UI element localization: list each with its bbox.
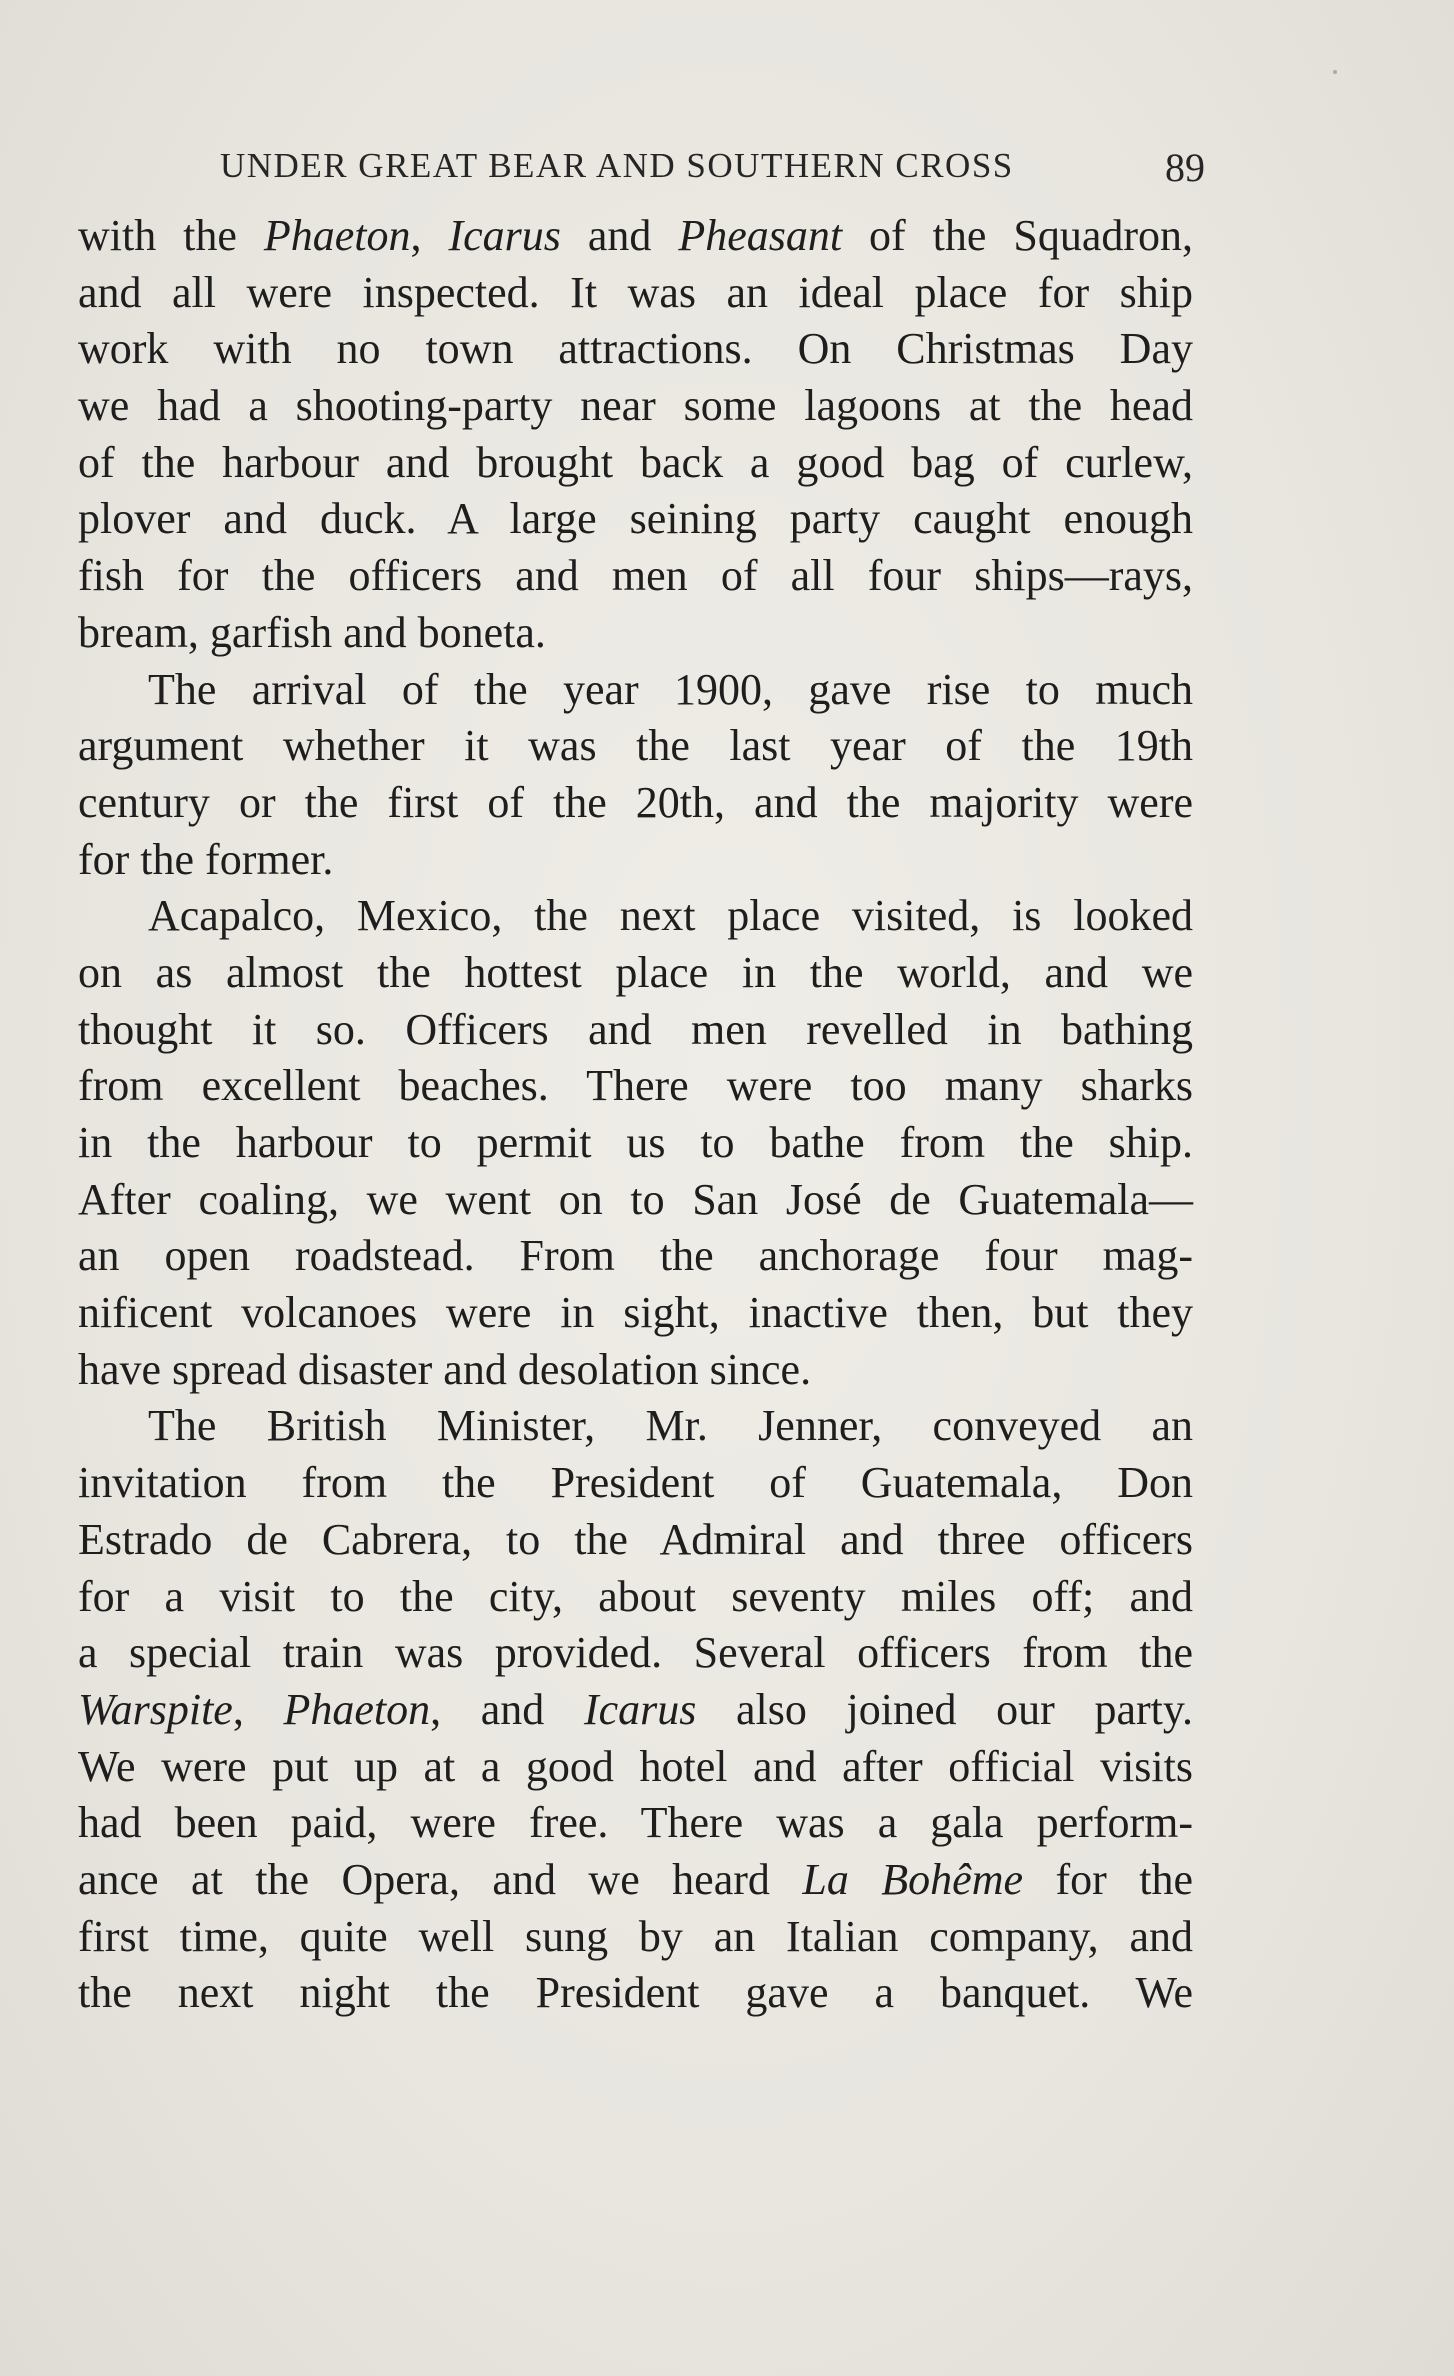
text-line: century or the first of the 20th, and the majority were [78,777,1193,827]
text-line: The British Minister, Mr. Jenner, conveyed an [148,1401,1193,1451]
text-line: thought it so. Officers and men revelled in bathing [78,1004,1193,1054]
text-line: on as almost the hottest place in the world, and we [78,947,1193,997]
text-line: work with no town attractions. On Christmas Day [78,324,1193,374]
paper-speck [1333,70,1337,74]
text-line: had been paid, were free. There was a gala perform- [78,1798,1193,1848]
text-line: argument whether it was the last year of the 19th [78,721,1193,771]
text-line: in the harbour to permit us to bathe from the ship. [78,1118,1193,1167]
body-text [78,208,1193,2022]
text-line: the next night the President gave a banquet. We [78,1968,1193,2018]
text-line: bream, garfish and boneta. [78,607,546,657]
paragraph [78,1398,1193,2022]
text-line: of the harbour and brought back a good bag of curlew, [78,437,1193,487]
text-line: plover and duck. A large seining party caught enough [78,494,1193,544]
paragraph [78,208,1193,662]
text-line: Estrado de Cabrera, to the Admiral and three officers [78,1514,1193,1564]
paragraph [78,888,1193,1398]
text-line: for the former. [78,834,334,884]
text-line: Acapalco, Mexico, the next place visited, is looked [148,891,1193,941]
text-line: with the Phaeton, Icarus and Pheasant of the Squadron, [78,211,1194,260]
text-line: a special train was provided. Several officers from the [78,1628,1193,1678]
text-line: ance at the Opera, and we heard La Bohême for the [78,1854,1193,1904]
text-line: and all were inspected. It was an ideal place for ship [78,267,1193,317]
text-line: nificent volcanoes were in sight, inactive then, but they [78,1288,1193,1338]
text-line: we had a shooting-party near some lagoons at the head [78,381,1193,431]
text-line: invitation from the President of Guatemala, Don [78,1458,1193,1508]
running-head [220,146,1205,196]
paragraph [78,662,1193,889]
text-line: an open roadstead. From the anchorage four mag- [78,1231,1193,1281]
text-line: have spread disaster and desolation since. [78,1344,812,1394]
text-line: fish for the officers and men of all four ships—rays, [78,551,1193,601]
text-line: The arrival of the year 1900, gave rise to much [148,664,1193,714]
text-line: We were put up at a good hotel and after official visits [78,1741,1193,1791]
text-line: from excellent beaches. There were too many sharks [78,1061,1193,1111]
text-line: After coaling, we went on to San José de Guatemala— [78,1174,1193,1224]
running-title: UNDER GREAT BEAR AND SOUTHERN CROSS [220,146,1014,185]
text-line: first time, quite well sung by an Italian company, and [78,1911,1193,1961]
text-line: for a visit to the city, about seventy miles off; and [78,1571,1193,1621]
text-line: Warspite, Phaeton, and Icarus also joined our party. [78,1684,1193,1734]
page-number: 89 [1165,145,1205,190]
